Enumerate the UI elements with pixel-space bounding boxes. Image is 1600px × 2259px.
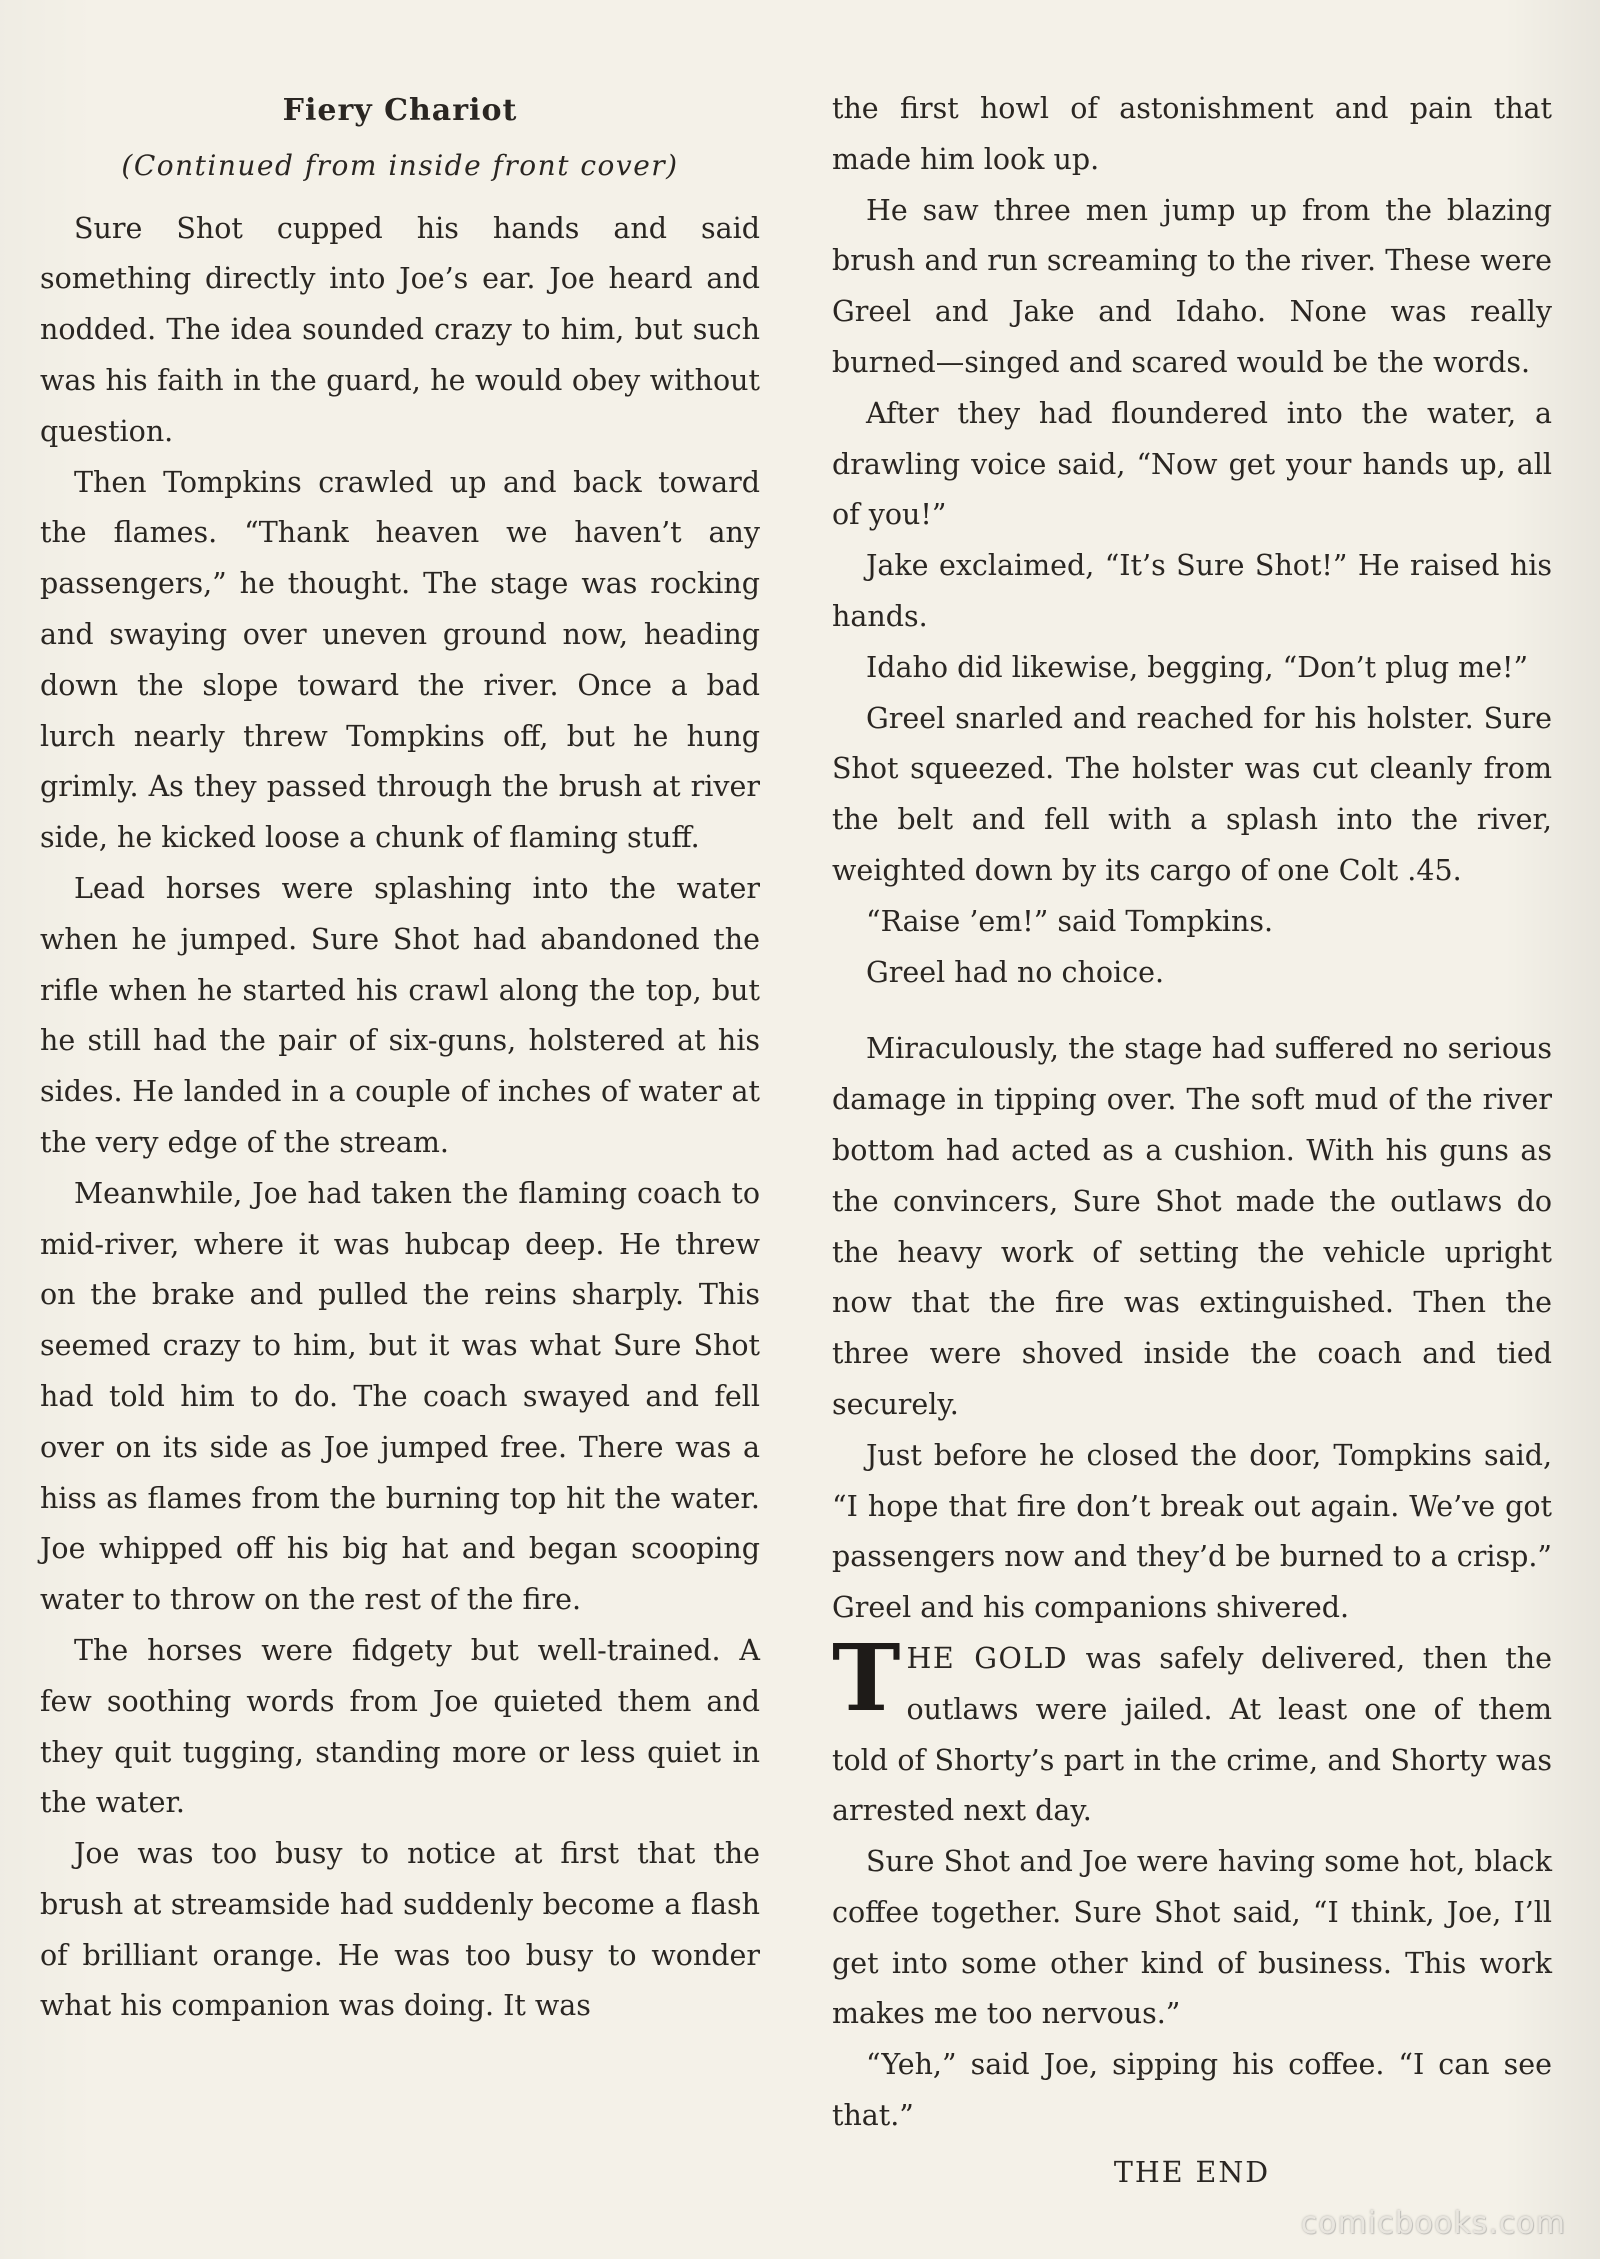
right-column	[832, 84, 1552, 2199]
paragraph: Lead horses were splashing into the water when he jumped. Sure Shot had abandoned the rifle when he started his crawl along the top, but he still had the pair of six-guns, holstered at his sides. He landed in a couple of inches of water at the very edge of the stream.	[40, 871, 760, 1159]
paragraph: Jake exclaimed, “It’s Sure Shot!” He raised his hands.	[832, 549, 1552, 633]
story-title: Fiery Chariot	[282, 93, 518, 128]
paragraph-continuation: the first howl of astonishment and pain that made him look up.	[832, 92, 1552, 176]
paragraph: Meanwhile, Joe had taken the flaming coach to mid-river, where it was hubcap deep. He threw on the brake and pulled the reins sharply. This seemed crazy to him, but it was what Sure Shot had told him to do. The coach swayed and fell over on its side as Joe jumped free. There was a hiss as flames from the burning top hit the water. Joe whipped off his big hat and began scooping water to throw on the rest of the fire.	[40, 1176, 760, 1617]
left-column	[40, 86, 760, 2032]
paragraph: “Yeh,” said Joe, sipping his coffee. “I can see that.”	[832, 2048, 1552, 2133]
drop-cap-letter: T	[832, 1623, 901, 1732]
paragraph: Joe was too busy to notice at first that the brush at streamside had suddenly become a flash of brilliant orange. He was too busy to wonder what his companion was doing. It was	[40, 1837, 760, 2023]
paragraph: Greel had no choice.	[866, 955, 1164, 989]
story-subtitle: (Continued from inside front cover)	[121, 148, 679, 182]
paragraph: Idaho did likewise, begging, “Don’t plug me!”	[866, 650, 1529, 684]
paragraph: Sure Shot and Joe were having some hot, black coffee together. Sure Shot said, “I think, Joe, I’ll get into some other kind of business. This work makes me too nervous.”	[832, 1845, 1552, 2031]
paragraph: After they had floundered into the water, a drawling voice said, “Now get your hands up, all of you!”	[832, 396, 1552, 532]
paragraph: Then Tompkins crawled up and back toward the flames. “Thank heaven we haven’t any passengers,” he thought. The stage was rocking and swaying over uneven ground now, heading down the slope toward the river. Once a bad lurch nearly threw Tompkins off, but he hung grimly. As they passed through the brush at river side, he kicked loose a chunk of flaming stuff.	[40, 465, 760, 855]
paragraph: The horses were fidgety but well-trained. A few soothing words from Joe quieted them and they quit tugging, standing more or less quiet in the water.	[40, 1633, 760, 1820]
paragraph: “Raise ’em!” said Tompkins.	[866, 904, 1274, 938]
paragraph: Greel snarled and reached for his holster. Sure Shot squeezed. The holster was cut cleanly from the belt and fell with a splash into the river, weighted down by its cargo of one Colt .45.	[832, 701, 1552, 887]
drop-cap-rest: was safely delivered, then the outlaws were jailed. At least one of them told of Shorty’s part in the crime, and Shorty was arrested next day.	[832, 1641, 1552, 1828]
drop-cap-lead: HE GOLD	[906, 1641, 1069, 1675]
paragraph: He saw three men jump up from the blazing brush and run screaming to the river. These were Greel and Jake and Idaho. None was really burned—singed and scared would be the words.	[832, 193, 1552, 379]
watermark: comicbooks.com	[1300, 2206, 1566, 2241]
paragraph: Just before he closed the door, Tompkins said, “I hope that fire don’t break out again. We’ve got passengers now and they’d be burned to a crisp.” Greel and his companions shivered.	[832, 1438, 1552, 1625]
the-end: THE END	[1113, 2155, 1271, 2189]
paragraph: Miraculously, the stage had suffered no serious damage in tipping over. The soft mud of the river bottom had acted as a cushion. With his guns as the convincers, Sure Shot made the outlaws do the heavy work of setting the vehicle upright now that the fire was extinguished. Then the three were shoved inside the coach and tied securely.	[832, 1032, 1552, 1421]
dropcap-paragraph	[832, 1623, 1552, 1837]
paragraph: Sure Shot cupped his hands and said something directly into Joe’s ear. Joe heard and nodded. The idea sounded crazy to him, but such was his faith in the guard, he would obey without question.	[40, 211, 760, 448]
